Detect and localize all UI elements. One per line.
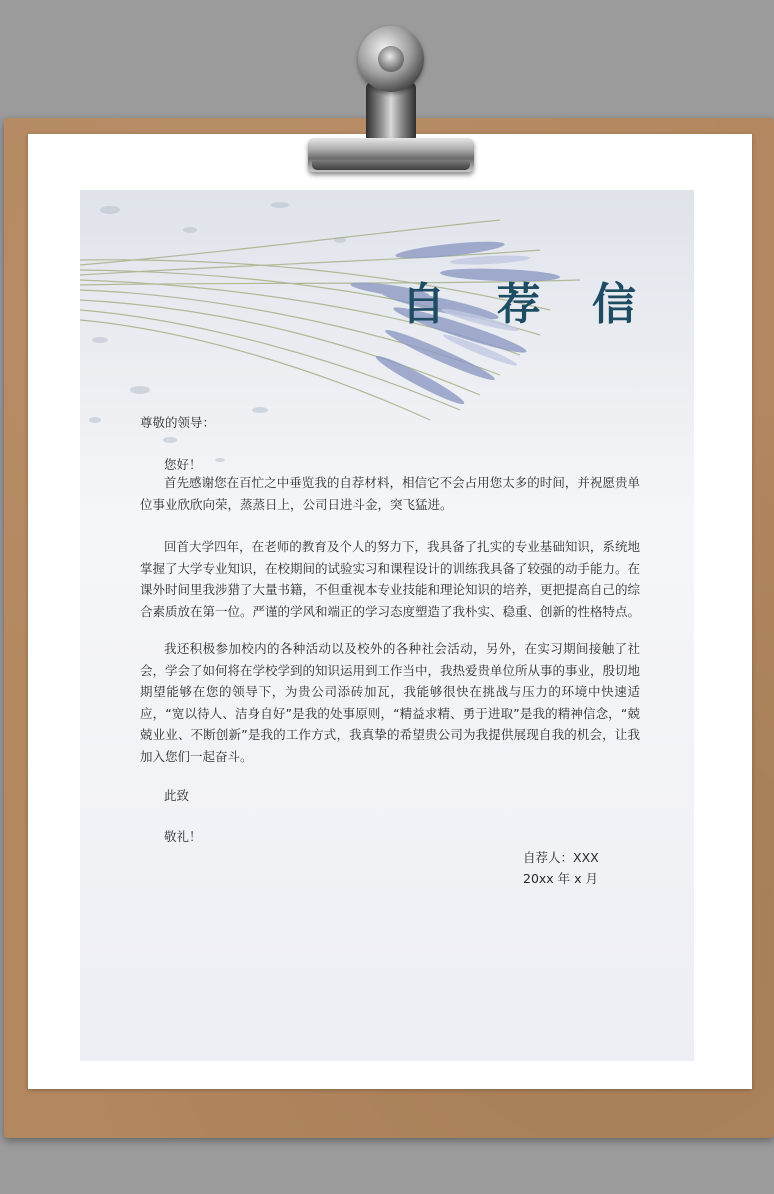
letter-date: 20xx 年 x 月 <box>523 871 599 886</box>
binder-clip-lip <box>312 160 470 170</box>
paragraph-2: 回首大学四年，在老师的教育及个人的努力下，我具备了扎实的专业基础知识，系统地掌握了大学专业知识，在校期间的试验实习和课程设计的训练我具备了较强的动手能力。在课外时间里我涉猎了大量书籍，不但重视本专业技能和理论知识的培养，更把提高自己的综合素质放在第一位。严谨的学风和端正的学习态度塑造了我朴实、稳重、创新的性格特点。 <box>140 539 641 619</box>
paragraph-3: 我还积极参加校内的各种活动以及校外的各种社会活动，另外，在实习期间接触了社会，学会了如何将在学校学到的知识运用到工作当中，我热爱贵单位所从事的事业，殷切地期望能够在您的领导下，为贵公司添砖加瓦，我能够很快在挑战与压力的环境中快速适应，“宽以待人、洁身自好”是我的处事原则，“精益求精、勇于进取”是我的精神信念，“兢兢业业、不断创新”是我的工作方式，我真挚的希望贵公司为我提供展现自我的机会，让我加入您们一起奋斗。 <box>140 641 641 764</box>
letter-title: 自 荐 信 <box>401 279 654 330</box>
binder-clip-hole <box>378 46 404 72</box>
letter-page <box>80 190 694 1061</box>
salutation: 尊敬的领导： <box>140 415 216 430</box>
signature: 自荐人：XXX <box>523 850 599 865</box>
closing-line-2: 敬礼！ <box>164 829 202 844</box>
paragraph-1: 首先感谢您在百忙之中垂览我的自荐材料，相信它不会占用您太多的时间，并祝愿贵单位事业欣欣向荣，蒸蒸日上，公司日进斗金，突飞猛进。 <box>140 475 640 512</box>
greeting: 您好！ <box>164 457 202 472</box>
closing-line-1: 此致 <box>164 788 190 803</box>
